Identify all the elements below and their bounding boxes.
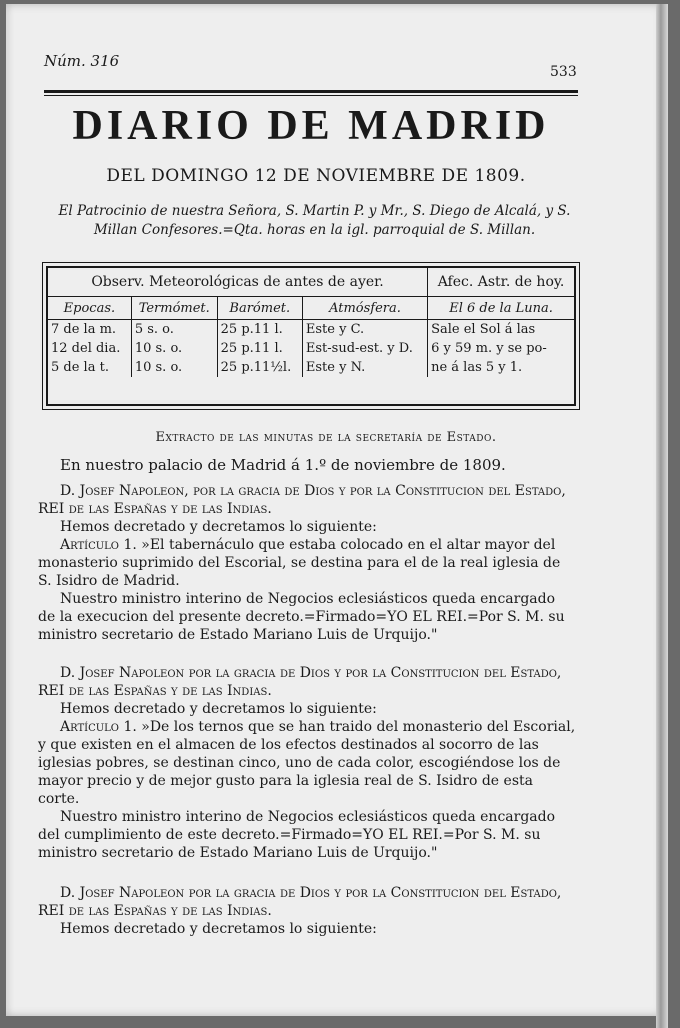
decree-heading: D. Josef Napoleon por la gracia de Dios y por la Constitucion del Estado, REI de las Españas y de las Indias. [38,665,562,699]
decree-formula: Hemos decretado y decretamos lo siguiente: [60,519,377,535]
table-heading-observations: Observ. Meteorológicas de antes de ayer. [48,268,428,297]
column-header: Epocas. [48,297,131,320]
table-row [48,339,574,358]
column-header: Termómet. [131,297,217,320]
decree-3 [38,884,576,938]
column-header: Barómet. [217,297,302,320]
decree-2 [38,664,576,862]
article-label: Artículo 1. [60,719,137,735]
top-rule [44,90,578,93]
table-cell: 7 de la m. [48,320,131,340]
masthead-title: DIARIO DE MADRID [72,103,550,149]
table-cell: 5 s. o. [131,320,217,340]
page-edge [656,4,668,1028]
table-cell: 10 s. o. [131,358,217,377]
table-cell: 25 p.11 l. [217,339,302,358]
article-text: »El tabernáculo que estaba colocado en el altar mayor del monasterio suprimido del Escorial, se destina para el de la real iglesia de S. Isidro de Madrid. [38,537,561,589]
article-text: »De los ternos que se han traido del monasterio del Escorial, y que existen en el almacen de los efectos destinados al socorro de las iglesias pobres, se destinan cinco, uno de cada color, escogiéndose los de mayor precio y de mejor gusto para la iglesia real de S. Isidro de esta corte. [38,719,576,807]
publication-date: DEL DOMINGO 12 DE NOVIEMBRE DE 1809. [106,166,526,186]
weather-table [46,266,576,406]
page-number: 533 [550,64,577,80]
table-cell: Este y N. [302,358,427,377]
table-cell: Este y C. [302,320,427,340]
decree-formula: Hemos decretado y decretamos lo siguiente: [60,701,377,717]
table-row [48,358,574,377]
column-header: Atmósfera. [302,297,427,320]
newspaper-page [6,4,668,1016]
section-title: Extracto de las minutas de la secretaría de Estado. [155,430,497,445]
article-label: Artículo 1. [60,537,137,553]
table-cell: Est-sud-est. y D. [302,339,427,358]
table-cell: 10 s. o. [131,339,217,358]
column-header: El 6 de la Luna. [428,297,574,320]
decree-1 [38,482,576,644]
table-cell: 5 de la t. [48,358,131,377]
decree-closing: Nuestro ministro interino de Negocios eclesiásticos queda encargado de la execucion del presente decreto.=Firmado=YO EL REI.=Por S. M. su ministro secretario de Estado Mariano Luis de Urquijo." [38,591,565,643]
issue-number: Núm. 316 [44,52,120,70]
table-heading-astronomy: Afec. Astr. de hoy. [428,268,574,297]
table-cell: 12 del dia. [48,339,131,358]
dateline-text: En nuestro palacio de Madrid á 1.º de noviembre de 1809. [60,456,506,474]
table-cell: ne á las 5 y 1. [431,360,523,375]
saints-of-the-day: El Patrocinio de nuestra Señora, S. Martin P. y Mr., S. Diego de Alcalá, y S. Millan Confesores.=Qta. horas en la igl. parroquial de S. Millan. [58,203,571,238]
table-cell: 25 p.11½l. [217,358,302,377]
table-cell: Sale el Sol á las [431,322,536,337]
table-cell: 6 y 59 m. y se po- [431,341,547,356]
decree-heading: D. Josef Napoleon, por la gracia de Dios y por la Constitucion del Estado, REI de las Españas y de las Indias. [38,483,566,517]
decree-formula: Hemos decretado y decretamos lo siguiente: [60,921,377,937]
dateline [38,456,576,474]
decree-closing: Nuestro ministro interino de Negocios eclesiásticos queda encargado del cumplimiento de este decreto.=Firmado=YO EL REI.=Por S. M. su ministro secretario de Estado Mariano Luis de Urquijo." [38,809,556,861]
top-rule-thin [44,95,578,96]
table-cell: 25 p.11 l. [217,320,302,340]
table-row [48,320,574,340]
decree-heading: D. Josef Napoleon por la gracia de Dios y por la Constitucion del Estado, REI de las Españas y de las Indias. [38,885,562,919]
